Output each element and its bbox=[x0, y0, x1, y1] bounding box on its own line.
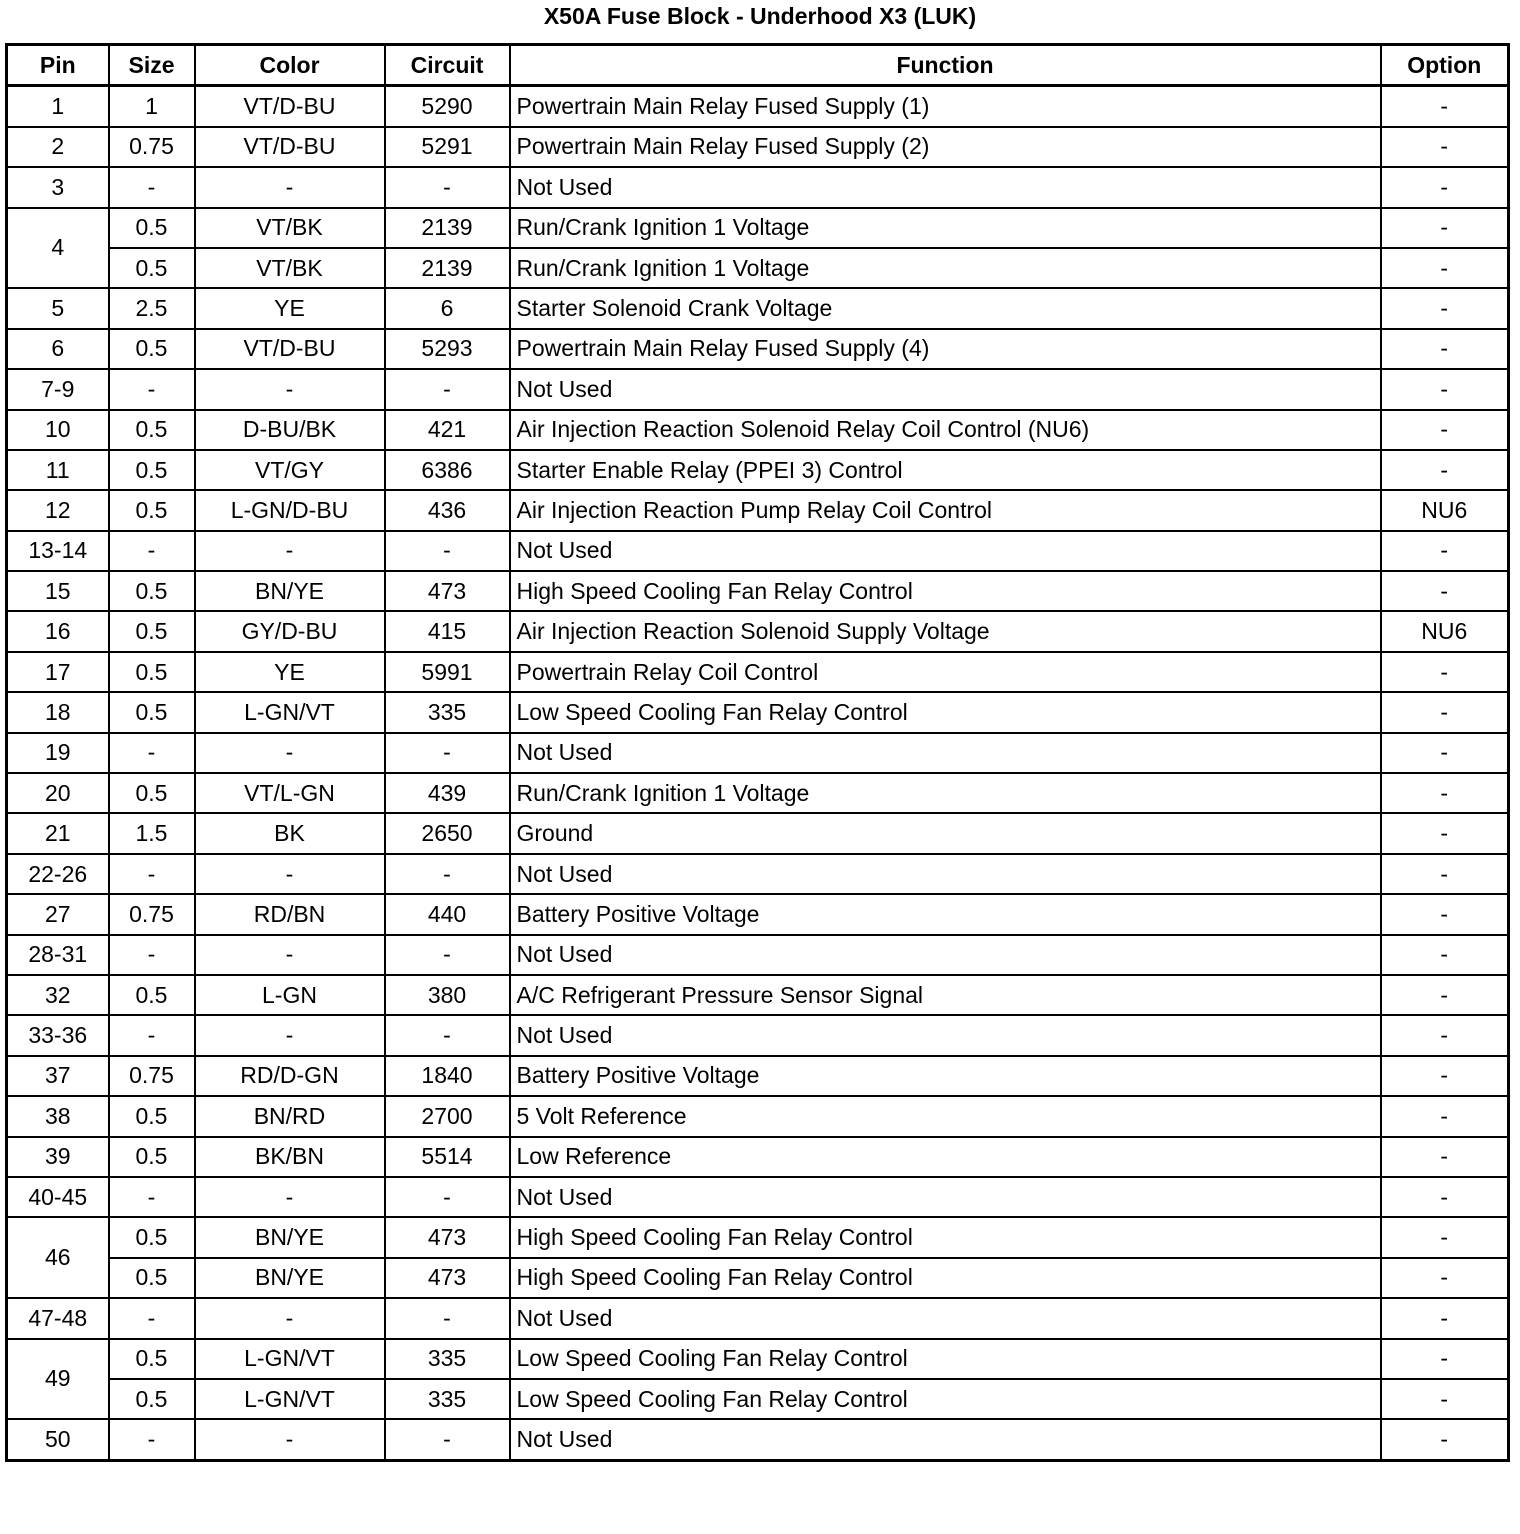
pin-cell: 49 bbox=[7, 1339, 109, 1420]
pin-cell: 17 bbox=[7, 652, 109, 692]
pin-cell: 33-36 bbox=[7, 1015, 109, 1055]
circuit-cell: - bbox=[385, 1177, 510, 1217]
function-cell: Not Used bbox=[510, 1177, 1381, 1217]
circuit-cell: - bbox=[385, 1015, 510, 1055]
circuit-cell: - bbox=[385, 531, 510, 571]
color-cell: D-BU/BK bbox=[195, 410, 385, 450]
option-cell: - bbox=[1381, 531, 1509, 571]
pin-cell: 20 bbox=[7, 773, 109, 813]
circuit-cell: 2700 bbox=[385, 1096, 510, 1136]
option-cell: - bbox=[1381, 410, 1509, 450]
table-row bbox=[7, 692, 1509, 732]
size-cell: 0.5 bbox=[109, 248, 195, 288]
function-cell: Powertrain Relay Coil Control bbox=[510, 652, 1381, 692]
function-cell: Run/Crank Ignition 1 Voltage bbox=[510, 773, 1381, 813]
option-cell: - bbox=[1381, 935, 1509, 975]
color-cell: YE bbox=[195, 288, 385, 328]
circuit-cell: 6 bbox=[385, 288, 510, 328]
function-cell: Powertrain Main Relay Fused Supply (4) bbox=[510, 329, 1381, 369]
color-cell: BK bbox=[195, 813, 385, 853]
pin-cell: 37 bbox=[7, 1056, 109, 1096]
circuit-cell: 335 bbox=[385, 692, 510, 732]
function-cell: Powertrain Main Relay Fused Supply (1) bbox=[510, 86, 1381, 127]
option-cell: - bbox=[1381, 975, 1509, 1015]
table-row bbox=[7, 1298, 1509, 1338]
option-cell: - bbox=[1381, 1339, 1509, 1379]
circuit-cell: 5293 bbox=[385, 329, 510, 369]
function-cell: Low Speed Cooling Fan Relay Control bbox=[510, 1379, 1381, 1419]
header-size: Size bbox=[109, 45, 195, 86]
function-cell: Starter Solenoid Crank Voltage bbox=[510, 288, 1381, 328]
function-cell: Starter Enable Relay (PPEI 3) Control bbox=[510, 450, 1381, 490]
size-cell: 0.5 bbox=[109, 329, 195, 369]
option-cell: - bbox=[1381, 733, 1509, 773]
color-cell: L-GN/VT bbox=[195, 692, 385, 732]
option-cell: - bbox=[1381, 1177, 1509, 1217]
function-cell: Not Used bbox=[510, 369, 1381, 409]
size-cell: - bbox=[109, 531, 195, 571]
table-row bbox=[7, 369, 1509, 409]
header-color: Color bbox=[195, 45, 385, 86]
pin-cell: 12 bbox=[7, 490, 109, 530]
color-cell: L-GN/VT bbox=[195, 1379, 385, 1419]
function-cell: Not Used bbox=[510, 935, 1381, 975]
option-cell: - bbox=[1381, 1056, 1509, 1096]
header-option: Option bbox=[1381, 45, 1509, 86]
circuit-cell: 2650 bbox=[385, 813, 510, 853]
pin-cell: 3 bbox=[7, 167, 109, 207]
option-cell: - bbox=[1381, 208, 1509, 248]
option-cell: - bbox=[1381, 1419, 1509, 1460]
size-cell: 0.5 bbox=[109, 773, 195, 813]
option-cell: - bbox=[1381, 167, 1509, 207]
pin-cell: 27 bbox=[7, 894, 109, 934]
pin-cell: 2 bbox=[7, 127, 109, 167]
color-cell: - bbox=[195, 1177, 385, 1217]
size-cell: - bbox=[109, 1015, 195, 1055]
function-cell: High Speed Cooling Fan Relay Control bbox=[510, 1258, 1381, 1298]
size-cell: 0.5 bbox=[109, 1379, 195, 1419]
table-row bbox=[7, 329, 1509, 369]
size-cell: 0.5 bbox=[109, 611, 195, 651]
table-row bbox=[7, 813, 1509, 853]
table-row bbox=[7, 733, 1509, 773]
option-cell: - bbox=[1381, 329, 1509, 369]
color-cell: - bbox=[195, 1298, 385, 1338]
size-cell: - bbox=[109, 167, 195, 207]
table-body bbox=[7, 86, 1509, 1460]
circuit-cell: 415 bbox=[385, 611, 510, 651]
color-cell: VT/D-BU bbox=[195, 86, 385, 127]
header-function: Function bbox=[510, 45, 1381, 86]
option-cell: - bbox=[1381, 571, 1509, 611]
table-row bbox=[7, 86, 1509, 127]
table-row bbox=[7, 894, 1509, 934]
circuit-cell: 1840 bbox=[385, 1056, 510, 1096]
table-row bbox=[7, 1177, 1509, 1217]
circuit-cell: - bbox=[385, 167, 510, 207]
pin-cell: 38 bbox=[7, 1096, 109, 1136]
size-cell: - bbox=[109, 935, 195, 975]
function-cell: Low Speed Cooling Fan Relay Control bbox=[510, 692, 1381, 732]
pin-cell: 13-14 bbox=[7, 531, 109, 571]
size-cell: 0.5 bbox=[109, 652, 195, 692]
table-row bbox=[7, 1379, 1509, 1419]
option-cell: - bbox=[1381, 1015, 1509, 1055]
option-cell: - bbox=[1381, 127, 1509, 167]
option-cell: - bbox=[1381, 1217, 1509, 1257]
option-cell: - bbox=[1381, 773, 1509, 813]
pin-cell: 22-26 bbox=[7, 854, 109, 894]
circuit-cell: 473 bbox=[385, 571, 510, 611]
color-cell: VT/BK bbox=[195, 248, 385, 288]
header-circuit: Circuit bbox=[385, 45, 510, 86]
function-cell: Air Injection Reaction Pump Relay Coil Control bbox=[510, 490, 1381, 530]
size-cell: - bbox=[109, 369, 195, 409]
color-cell: BN/YE bbox=[195, 571, 385, 611]
circuit-cell: 335 bbox=[385, 1339, 510, 1379]
color-cell: VT/GY bbox=[195, 450, 385, 490]
circuit-cell: 2139 bbox=[385, 208, 510, 248]
circuit-cell: - bbox=[385, 733, 510, 773]
table-row bbox=[7, 167, 1509, 207]
pin-cell: 40-45 bbox=[7, 1177, 109, 1217]
function-cell: 5 Volt Reference bbox=[510, 1096, 1381, 1136]
circuit-cell: 5290 bbox=[385, 86, 510, 127]
size-cell: - bbox=[109, 1298, 195, 1338]
circuit-cell: - bbox=[385, 935, 510, 975]
option-cell: - bbox=[1381, 854, 1509, 894]
header-row bbox=[7, 45, 1509, 86]
color-cell: L-GN bbox=[195, 975, 385, 1015]
circuit-cell: 380 bbox=[385, 975, 510, 1015]
color-cell: L-GN/VT bbox=[195, 1339, 385, 1379]
color-cell: BK/BN bbox=[195, 1137, 385, 1177]
option-cell: NU6 bbox=[1381, 490, 1509, 530]
size-cell: 0.5 bbox=[109, 490, 195, 530]
pin-cell: 28-31 bbox=[7, 935, 109, 975]
table-row bbox=[7, 1339, 1509, 1379]
function-cell: Low Speed Cooling Fan Relay Control bbox=[510, 1339, 1381, 1379]
table-row bbox=[7, 531, 1509, 571]
table-row bbox=[7, 975, 1509, 1015]
pinout-table bbox=[5, 43, 1510, 1462]
size-cell: - bbox=[109, 854, 195, 894]
option-cell: - bbox=[1381, 894, 1509, 934]
circuit-cell: 421 bbox=[385, 410, 510, 450]
table-row bbox=[7, 611, 1509, 651]
size-cell: 2.5 bbox=[109, 288, 195, 328]
color-cell: VT/D-BU bbox=[195, 127, 385, 167]
size-cell: 0.5 bbox=[109, 692, 195, 732]
pin-cell: 19 bbox=[7, 733, 109, 773]
function-cell: High Speed Cooling Fan Relay Control bbox=[510, 571, 1381, 611]
circuit-cell: - bbox=[385, 1298, 510, 1338]
pin-cell: 6 bbox=[7, 329, 109, 369]
pin-cell: 18 bbox=[7, 692, 109, 732]
table-title: X50A Fuse Block - Underhood X3 (LUK) bbox=[543, 3, 977, 29]
size-cell: 0.5 bbox=[109, 1137, 195, 1177]
pin-cell: 1 bbox=[7, 86, 109, 127]
pin-cell: 50 bbox=[7, 1419, 109, 1460]
circuit-cell: 6386 bbox=[385, 450, 510, 490]
size-cell: 0.5 bbox=[109, 1339, 195, 1379]
size-cell: 0.5 bbox=[109, 1096, 195, 1136]
table-row bbox=[7, 1137, 1509, 1177]
color-cell: RD/D-GN bbox=[195, 1056, 385, 1096]
size-cell: - bbox=[109, 733, 195, 773]
option-cell: - bbox=[1381, 652, 1509, 692]
option-cell: - bbox=[1381, 1096, 1509, 1136]
pin-cell: 39 bbox=[7, 1137, 109, 1177]
size-cell: 0.75 bbox=[109, 127, 195, 167]
option-cell: - bbox=[1381, 1137, 1509, 1177]
table-row bbox=[7, 935, 1509, 975]
table-row bbox=[7, 490, 1509, 530]
option-cell: - bbox=[1381, 1379, 1509, 1419]
circuit-cell: 473 bbox=[385, 1258, 510, 1298]
table-row bbox=[7, 127, 1509, 167]
function-cell: Run/Crank Ignition 1 Voltage bbox=[510, 208, 1381, 248]
size-cell: - bbox=[109, 1419, 195, 1460]
option-cell: NU6 bbox=[1381, 611, 1509, 651]
function-cell: Not Used bbox=[510, 733, 1381, 773]
function-cell: Battery Positive Voltage bbox=[510, 894, 1381, 934]
color-cell: - bbox=[195, 935, 385, 975]
pin-cell: 32 bbox=[7, 975, 109, 1015]
pin-cell: 4 bbox=[7, 208, 109, 289]
pin-cell: 5 bbox=[7, 288, 109, 328]
color-cell: BN/RD bbox=[195, 1096, 385, 1136]
circuit-cell: - bbox=[385, 369, 510, 409]
color-cell: - bbox=[195, 369, 385, 409]
size-cell: 0.5 bbox=[109, 975, 195, 1015]
function-cell: Run/Crank Ignition 1 Voltage bbox=[510, 248, 1381, 288]
circuit-cell: - bbox=[385, 1419, 510, 1460]
table-row bbox=[7, 1096, 1509, 1136]
table-row bbox=[7, 208, 1509, 248]
option-cell: - bbox=[1381, 692, 1509, 732]
function-cell: A/C Refrigerant Pressure Sensor Signal bbox=[510, 975, 1381, 1015]
pin-cell: 15 bbox=[7, 571, 109, 611]
size-cell: 0.5 bbox=[109, 410, 195, 450]
function-cell: Not Used bbox=[510, 1015, 1381, 1055]
table-row bbox=[7, 288, 1509, 328]
color-cell: L-GN/D-BU bbox=[195, 490, 385, 530]
circuit-cell: 440 bbox=[385, 894, 510, 934]
pin-cell: 21 bbox=[7, 813, 109, 853]
pin-cell: 16 bbox=[7, 611, 109, 651]
table-row bbox=[7, 1056, 1509, 1096]
size-cell: 0.75 bbox=[109, 894, 195, 934]
table-row bbox=[7, 652, 1509, 692]
function-cell: Battery Positive Voltage bbox=[510, 1056, 1381, 1096]
option-cell: - bbox=[1381, 813, 1509, 853]
color-cell: BN/YE bbox=[195, 1217, 385, 1257]
size-cell: - bbox=[109, 1177, 195, 1217]
pin-cell: 46 bbox=[7, 1217, 109, 1298]
color-cell: - bbox=[195, 531, 385, 571]
color-cell: - bbox=[195, 1015, 385, 1055]
function-cell: Air Injection Reaction Solenoid Supply Voltage bbox=[510, 611, 1381, 651]
function-cell: Not Used bbox=[510, 167, 1381, 207]
function-cell: High Speed Cooling Fan Relay Control bbox=[510, 1217, 1381, 1257]
table-row bbox=[7, 1258, 1509, 1298]
color-cell: YE bbox=[195, 652, 385, 692]
circuit-cell: 5514 bbox=[385, 1137, 510, 1177]
size-cell: 0.5 bbox=[109, 450, 195, 490]
function-cell: Powertrain Main Relay Fused Supply (2) bbox=[510, 127, 1381, 167]
color-cell: - bbox=[195, 854, 385, 894]
pin-cell: 10 bbox=[7, 410, 109, 450]
color-cell: RD/BN bbox=[195, 894, 385, 934]
circuit-cell: 5991 bbox=[385, 652, 510, 692]
function-cell: Not Used bbox=[510, 531, 1381, 571]
color-cell: BN/YE bbox=[195, 1258, 385, 1298]
color-cell: - bbox=[195, 167, 385, 207]
size-cell: 0.75 bbox=[109, 1056, 195, 1096]
function-cell: Not Used bbox=[510, 854, 1381, 894]
table-row bbox=[7, 410, 1509, 450]
color-cell: VT/BK bbox=[195, 208, 385, 248]
function-cell: Not Used bbox=[510, 1298, 1381, 1338]
color-cell: - bbox=[195, 733, 385, 773]
table-row bbox=[7, 450, 1509, 490]
circuit-cell: 439 bbox=[385, 773, 510, 813]
table-row bbox=[7, 1217, 1509, 1257]
option-cell: - bbox=[1381, 1258, 1509, 1298]
size-cell: 1.5 bbox=[109, 813, 195, 853]
function-cell: Not Used bbox=[510, 1419, 1381, 1460]
circuit-cell: - bbox=[385, 854, 510, 894]
color-cell: VT/D-BU bbox=[195, 329, 385, 369]
function-cell: Ground bbox=[510, 813, 1381, 853]
option-cell: - bbox=[1381, 450, 1509, 490]
size-cell: 0.5 bbox=[109, 208, 195, 248]
color-cell: GY/D-BU bbox=[195, 611, 385, 651]
pin-cell: 47-48 bbox=[7, 1298, 109, 1338]
size-cell: 0.5 bbox=[109, 1258, 195, 1298]
circuit-cell: 436 bbox=[385, 490, 510, 530]
option-cell: - bbox=[1381, 288, 1509, 328]
size-cell: 1 bbox=[109, 86, 195, 127]
table-row bbox=[7, 773, 1509, 813]
option-cell: - bbox=[1381, 248, 1509, 288]
pin-cell: 11 bbox=[7, 450, 109, 490]
header-pin: Pin bbox=[7, 45, 109, 86]
table-row bbox=[7, 854, 1509, 894]
circuit-cell: 5291 bbox=[385, 127, 510, 167]
circuit-cell: 335 bbox=[385, 1379, 510, 1419]
option-cell: - bbox=[1381, 369, 1509, 409]
table-row bbox=[7, 248, 1509, 288]
circuit-cell: 2139 bbox=[385, 248, 510, 288]
pin-cell: 7-9 bbox=[7, 369, 109, 409]
color-cell: VT/L-GN bbox=[195, 773, 385, 813]
size-cell: 0.5 bbox=[109, 571, 195, 611]
function-cell: Air Injection Reaction Solenoid Relay Coil Control (NU6) bbox=[510, 410, 1381, 450]
table-row bbox=[7, 571, 1509, 611]
option-cell: - bbox=[1381, 1298, 1509, 1338]
table-row bbox=[7, 1015, 1509, 1055]
function-cell: Low Reference bbox=[510, 1137, 1381, 1177]
size-cell: 0.5 bbox=[109, 1217, 195, 1257]
circuit-cell: 473 bbox=[385, 1217, 510, 1257]
option-cell: - bbox=[1381, 86, 1509, 127]
color-cell: - bbox=[195, 1419, 385, 1460]
table-row bbox=[7, 1419, 1509, 1460]
